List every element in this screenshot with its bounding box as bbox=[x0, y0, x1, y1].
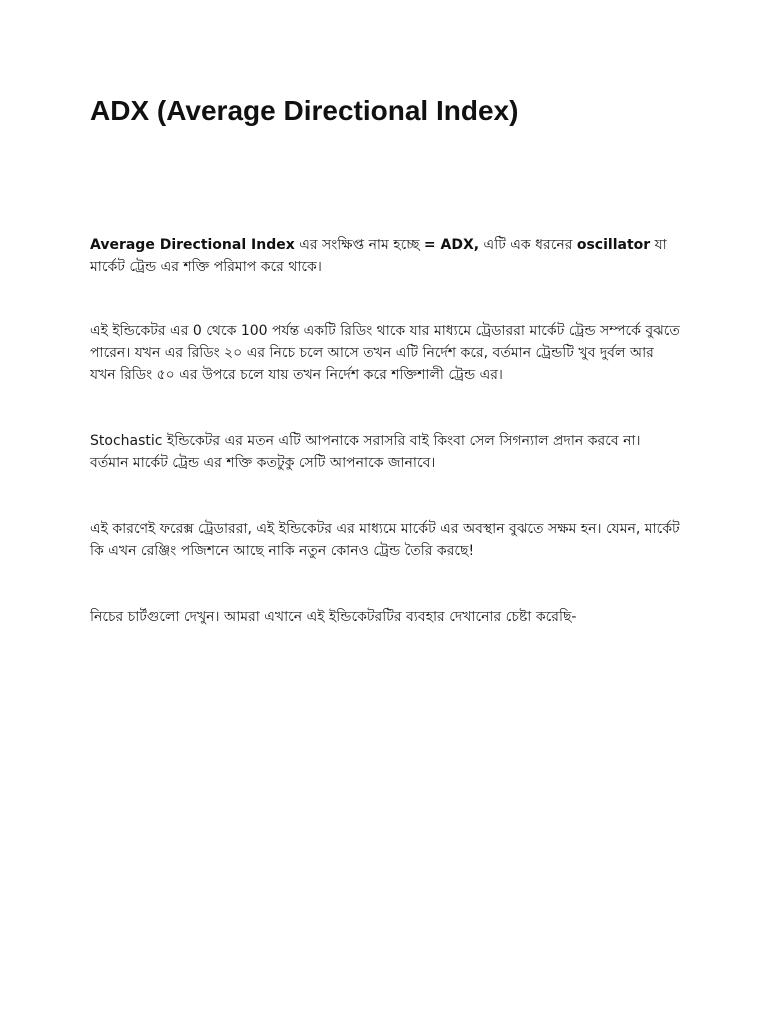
term-oscillator: oscillator bbox=[576, 237, 651, 253]
paragraph-text: এটি এক ধরনের bbox=[479, 237, 577, 253]
paragraph-stochastic-comparison: Stochastic ইন্ডিকেটর এর মতন এটি আপনাকে সরাসরি বাই কিংবা সেল সিগন্যাল প্রদান করবে না। বর্তমান মার্কেট ট্রেন্ড এর শক্তি কতটুকু সেটি আপনাকে জানাবে। bbox=[90, 433, 641, 471]
page-title: ADX (Average Directional Index) bbox=[90, 95, 519, 126]
term-average-directional-index: Average Directional Index bbox=[90, 237, 295, 253]
paragraph-charts-intro: নিচের চার্টগুলো দেখুন। আমরা এখানে এই ইন্ডিকেটরটির ব্যবহার দেখানোর চেষ্টা করেছি- bbox=[90, 609, 577, 625]
paragraph-text: যা মার্কেট ট্রেন্ড এর শক্তি পরিমাপ করে থাকে। bbox=[90, 237, 667, 275]
term-adx: = ADX, bbox=[423, 237, 480, 253]
paragraph-forex-traders: এই কারণেই ফরেক্স ট্রেডাররা, এই ইন্ডিকেটর এর মাধ্যমে মার্কেট এর অবস্থান বুঝতে সক্ষম হন। যেমন, মার্কেট কি এখন রেঞ্জিং পজিশনে আছে নাকি নতুন কোনও ট্রেন্ড তৈরি করছে! bbox=[90, 521, 680, 559]
paragraph-adx-reading: এই ইন্ডিকেটর এর 0 থেকে 100 পর্যন্ত একটি রিডিং থাকে যার মাধ্যমে ট্রেডাররা মার্কেট ট্রেন্ড সম্পর্কে বুঝতে পারেন। যখন এর রিডিং ২০ এর নিচে চলে আসে তখন এটি নির্দেশ করে, বর্তমান ট্রেন্ডটি খুব দুর্বল আর যখন রিডিং ৫০ এর উপরে চলে যায় তখন নির্দেশ করে শক্তিশালী ট্রেন্ড এর। bbox=[90, 323, 680, 383]
paragraph-adx-definition bbox=[90, 234, 680, 278]
paragraph-text: এর সংক্ষিপ্ত নাম হচ্ছে bbox=[294, 237, 424, 253]
